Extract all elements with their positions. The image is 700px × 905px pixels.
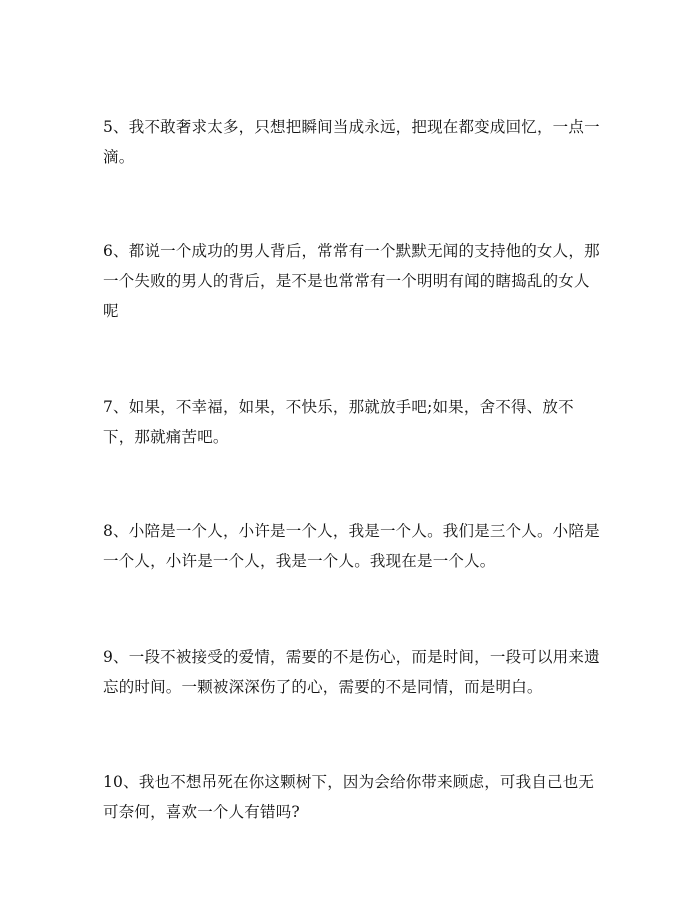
paragraph-7: 7、如果，不幸福，如果，不快乐，那就放手吧;如果，舍不得、放不下，那就痛苦吧。 [103, 398, 574, 446]
paragraph-5: 5、我不敢奢求太多，只想把瞬间当成永远，把现在都变成回忆，一点一滴。 [103, 118, 600, 166]
paragraph-9: 9、一段不被接受的爱情，需要的不是伤心，而是时间，一段可以用来遗忘的时间。一颗被深深伤了的心，需要的不是同情，而是明白。 [103, 648, 600, 696]
paragraph-8: 8、小陪是一个人，小许是一个人，我是一个人。我们是三个人。小陪是一个人，小许是一个人，我是一个人。我现在是一个人。 [103, 522, 600, 570]
paragraph-6: 6、都说一个成功的男人背后，常常有一个默默无闻的支持他的女人，那一个失败的男人的背后，是不是也常常有一个明明有闻的瞎捣乱的女人呢 [103, 242, 600, 320]
paragraph-10: 10、我也不想吊死在你这颗树下，因为会给你带来顾虑，可我自己也无可奈何，喜欢一个人有错吗? [103, 773, 595, 821]
